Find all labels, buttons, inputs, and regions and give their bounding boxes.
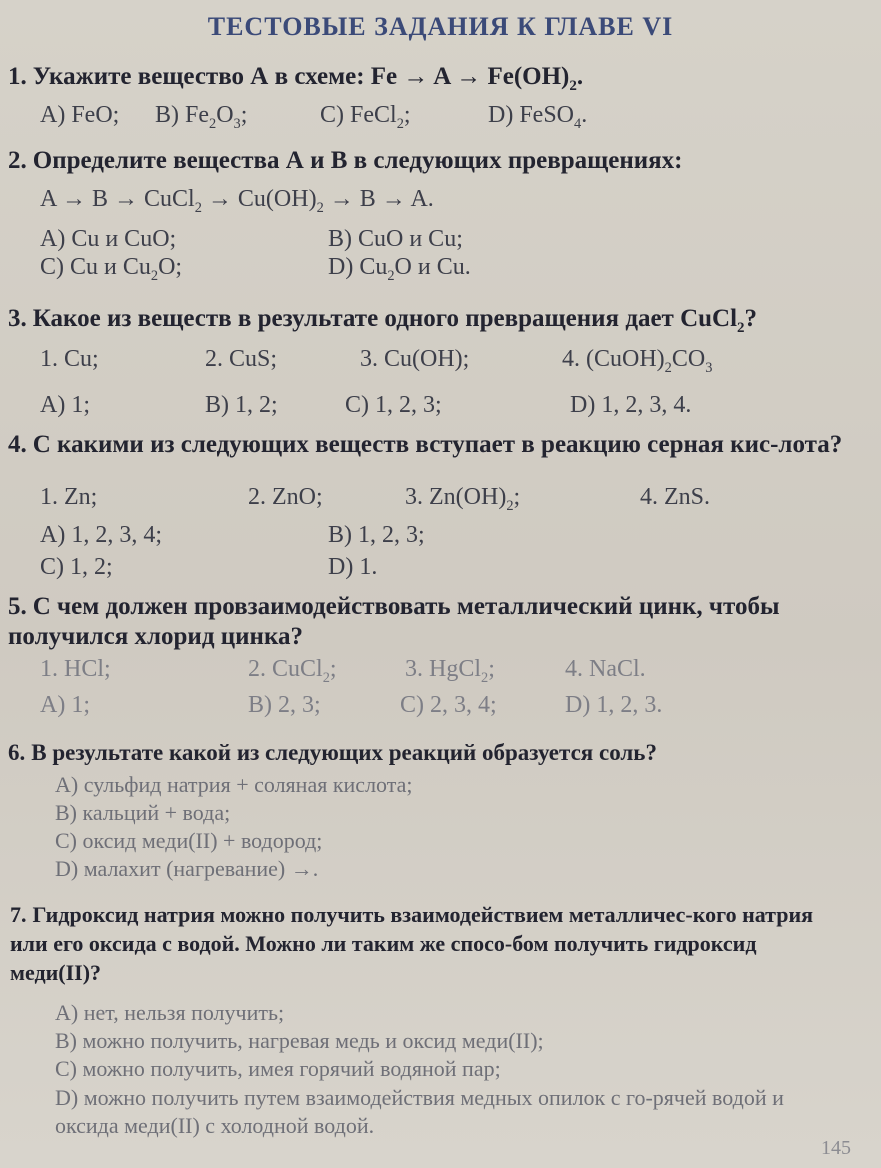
answer-option-a: A) сульфид натрия + соляная кислота;	[55, 772, 413, 797]
scheme-part: A → B → CuCl	[40, 186, 195, 212]
question-number: 4.	[8, 431, 27, 458]
question-number: 5.	[8, 593, 27, 620]
page-number: 145	[821, 1137, 851, 1159]
option-text: FeO;	[71, 102, 120, 128]
option-text: Cu и Cu	[70, 254, 151, 280]
question-text: В результате какой из следующих реакций образуется соль?	[31, 740, 657, 765]
option-text: O и Cu.	[394, 254, 471, 280]
substance-item: 1. Zn;	[40, 484, 98, 510]
option-text: O;	[158, 254, 183, 280]
question-suffix: ?	[744, 305, 758, 332]
answer-option-b: B) можно получить, нагревая медь и оксид меди(II);	[55, 1028, 544, 1053]
question-number: 7.	[10, 902, 27, 927]
question-number: 2.	[8, 147, 27, 174]
answer-option-b: B) 2, 3;	[248, 692, 321, 718]
question-text: Укажите вещество А в схеме: Fe → A → Fe(OH)	[32, 63, 570, 90]
formula-subscript: 2	[316, 199, 324, 216]
option-label: A)	[40, 226, 66, 252]
question-number: 1.	[8, 63, 27, 90]
question-text: Определите вещества А и В в следующих превращениях:	[32, 147, 683, 174]
item-text: ;	[329, 656, 337, 682]
option-text: FeCl	[350, 102, 397, 128]
item-text: 3. HgCl	[405, 656, 482, 682]
question-4	[8, 430, 851, 460]
answer-option-c	[320, 102, 411, 133]
substance-item: 4. NaCl.	[565, 656, 646, 682]
substance-item	[405, 656, 495, 687]
option-label: B)	[155, 102, 179, 128]
answer-option-d	[488, 102, 587, 133]
formula-subscript: 2	[150, 267, 159, 284]
item-text: 3. Zn(OH)	[405, 484, 507, 510]
formula-subscript: 2	[322, 669, 330, 686]
answer-option-d: D) 1, 2, 3.	[565, 692, 663, 718]
answer-option-b	[155, 102, 247, 133]
question-2	[8, 146, 851, 176]
substance-item: 1. Cu;	[40, 346, 99, 372]
question-6	[8, 738, 851, 768]
answer-option-c: C) 2, 3, 4;	[400, 692, 497, 718]
substance-item	[248, 656, 337, 687]
item-text: ;	[488, 656, 495, 682]
answer-option-a: A) 1;	[40, 392, 90, 418]
formula-subscript: 2	[737, 320, 745, 336]
answer-option-d: D) малахит (нагревание) →.	[55, 856, 319, 881]
scheme-part: → Cu(OH)	[201, 186, 317, 212]
formula-subscript: 2	[387, 267, 395, 284]
formula-subscript: 3	[233, 115, 241, 132]
substance-item: 2. ZnO;	[248, 484, 323, 510]
substance-item: 3. Cu(OH);	[360, 346, 470, 372]
question-1	[8, 62, 851, 101]
answer-option-a: A) нет, нельзя получить;	[55, 1000, 285, 1025]
answer-option-c: C) оксид меди(II) + водород;	[55, 828, 323, 853]
option-label: A)	[40, 102, 66, 128]
formula-subscript: 2	[481, 669, 489, 686]
option-text: ;	[240, 102, 248, 128]
question-7	[10, 900, 841, 987]
option-text: CuO и Cu;	[358, 226, 463, 252]
question-text: С какими из следующих веществ вступает в реакцию серная кис-лота?	[32, 431, 843, 458]
substance-item	[562, 346, 712, 377]
question-3	[8, 304, 851, 343]
substance-item	[405, 484, 520, 515]
answer-option-d: D) 1, 2, 3, 4.	[570, 392, 692, 418]
substance-item: 4. ZnS.	[640, 484, 711, 510]
answer-option-b: B) 1, 2;	[205, 392, 278, 418]
option-label: D)	[328, 254, 354, 280]
item-text: ;	[513, 484, 521, 510]
substance-item: 1. HCl;	[40, 656, 111, 682]
page-title: ТЕСТОВЫЕ ЗАДАНИЯ К ГЛАВЕ VI	[207, 12, 674, 41]
option-text: Fe	[185, 102, 209, 128]
question-text: Какое из веществ в результате одного превращения дает CuCl	[32, 305, 738, 332]
item-text: 4. (CuOH)	[562, 346, 665, 372]
formula-subscript: 4	[574, 115, 582, 132]
answer-option-b: B) 1, 2, 3;	[328, 522, 425, 548]
option-text: Cu и CuO;	[71, 226, 177, 252]
answer-option-c: C) можно получить, имея горячий водяной пар;	[55, 1056, 501, 1081]
answer-option-d: D) можно получить путем взаимодействия медных опилок с го-рячей водой и оксида меди(II) с холодной водой.	[55, 1085, 784, 1138]
formula-subscript: 2	[506, 497, 514, 514]
reaction-scheme	[40, 186, 434, 217]
question-number: 6.	[8, 740, 26, 765]
formula-subscript: 2	[664, 359, 672, 376]
option-text: .	[581, 102, 588, 128]
formula-subscript: 2	[194, 199, 202, 216]
option-label: C)	[320, 102, 344, 128]
answer-option-b	[328, 226, 463, 253]
scheme-part: → B → A.	[323, 186, 434, 212]
answer-option-b: B) кальций + вода;	[55, 800, 231, 825]
answer-option-d	[328, 254, 471, 285]
formula-subscript: 2	[569, 78, 577, 94]
question-suffix: .	[576, 63, 584, 90]
item-text: 2. CuCl	[248, 656, 323, 682]
answer-option-c	[40, 254, 182, 285]
option-text: O	[216, 102, 234, 128]
option-text: FeSO	[519, 102, 575, 128]
formula-subscript: 2	[396, 115, 404, 132]
question-5	[8, 592, 851, 652]
substance-item: 2. CuS;	[205, 346, 278, 372]
formula-subscript: 2	[209, 115, 217, 132]
answer-option-d: D) 1.	[328, 554, 378, 580]
option-label: C)	[40, 254, 64, 280]
question-text: Гидроксид натрия можно получить взаимодействием металличес-кого натрия или его оксида с водой. Можно ли таким же спосо-бом получить гидроксид меди(II)?	[10, 902, 814, 985]
answer-option-c: C) 1, 2, 3;	[345, 392, 442, 418]
answer-option-a	[40, 226, 176, 253]
question-text: С чем должен провзаимодействовать металлический цинк, чтобы получился хлорид цинка?	[8, 593, 780, 650]
formula-subscript: 3	[705, 359, 713, 376]
option-text: ;	[403, 102, 411, 128]
answer-option-c: C) 1, 2;	[40, 554, 113, 580]
answer-option-a: A) 1, 2, 3, 4;	[40, 522, 162, 548]
option-label: B)	[328, 226, 352, 252]
question-number: 3.	[8, 305, 27, 332]
option-text: Cu	[359, 254, 388, 280]
answer-option-a: A) 1;	[40, 692, 90, 718]
answer-option-a	[40, 102, 119, 129]
option-label: D)	[488, 102, 514, 128]
item-text: CO	[671, 346, 706, 372]
